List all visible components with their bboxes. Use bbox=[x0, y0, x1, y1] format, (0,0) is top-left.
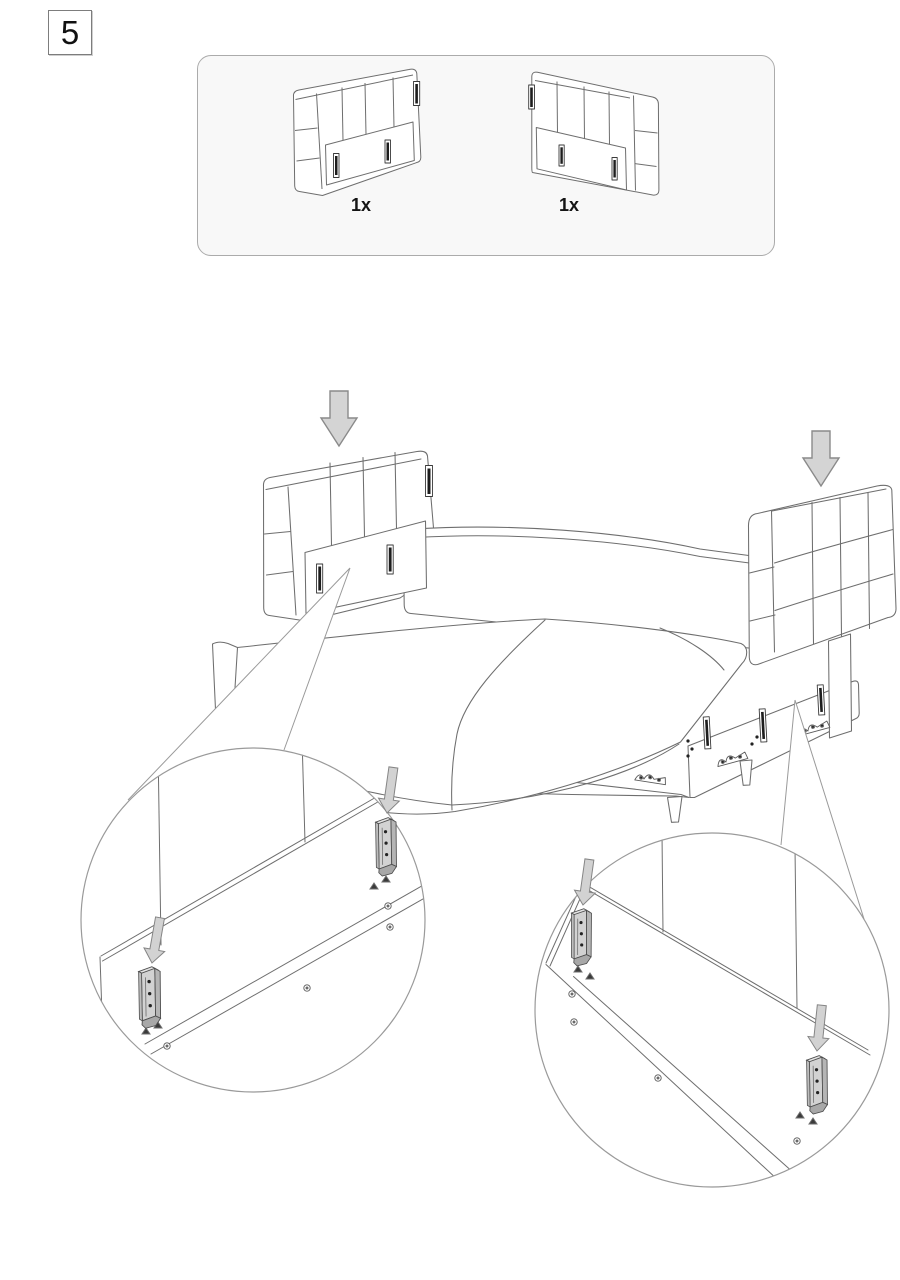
slot-icon bbox=[334, 154, 340, 178]
right-armrest-panel bbox=[748, 485, 896, 664]
sofa-leg bbox=[668, 797, 683, 823]
step-number: 5 bbox=[60, 14, 80, 51]
down-arrow-icon-large-right bbox=[803, 431, 839, 486]
hook-bracket-icon bbox=[804, 1055, 830, 1115]
parts-piece-armrest-right bbox=[529, 72, 659, 195]
sofa-leg bbox=[740, 760, 752, 785]
slot-icon bbox=[414, 82, 420, 106]
slot-icon bbox=[317, 564, 323, 593]
right-armrest-support-post bbox=[829, 634, 852, 738]
quantity-label-right: 1x bbox=[558, 195, 580, 215]
quantity-label-left: 1x bbox=[350, 195, 372, 215]
slot-icon bbox=[387, 545, 393, 574]
slot-icon bbox=[426, 466, 433, 497]
slot-icon bbox=[703, 717, 711, 749]
step-number-box bbox=[48, 10, 92, 55]
slot-icon bbox=[759, 709, 767, 742]
slot-icon bbox=[385, 140, 391, 163]
slot-icon bbox=[529, 85, 535, 109]
slot-icon bbox=[559, 145, 564, 166]
corner-bracket-icon bbox=[635, 773, 667, 784]
slot-icon bbox=[612, 158, 617, 181]
slot-icon bbox=[817, 685, 825, 715]
down-arrow-icon-large-left bbox=[321, 391, 357, 446]
parts-piece-armrest-left bbox=[293, 69, 420, 195]
hook-bracket-icon bbox=[136, 966, 164, 1029]
hook-bracket-icon bbox=[373, 817, 399, 877]
